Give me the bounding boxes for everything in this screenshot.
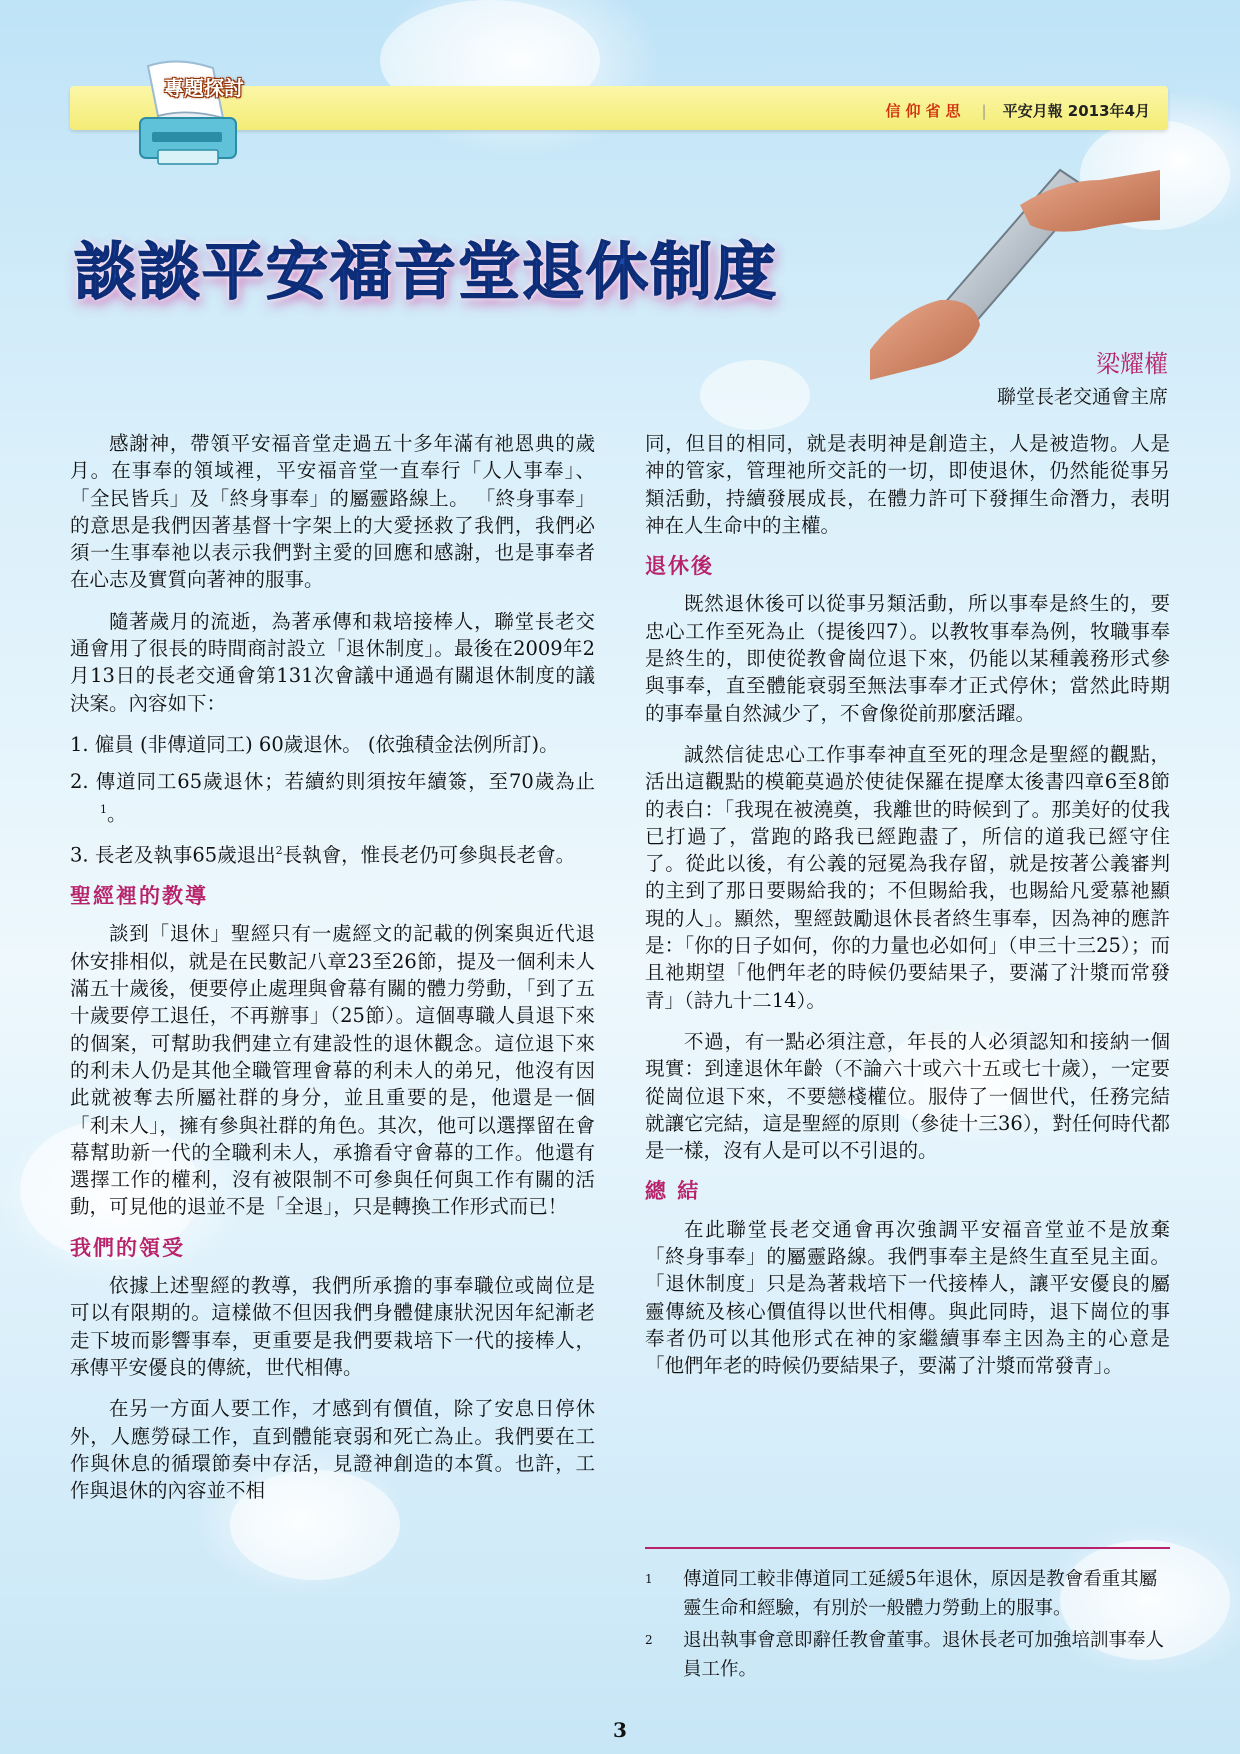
header-meta bbox=[886, 100, 1151, 121]
paragraph: 感謝神，帶領平安福音堂走過五十多年滿有祂恩典的歲月。在事奉的領域裡，平安福音堂一直奉行「人人事奉」、「全民皆兵」及「終身事奉」的屬靈路線上。 「終身事奉」的意思是我們因著基督十字架上的大愛拯救了我們，我們必須一生事奉祂以表示我們對主愛的回應和感謝，也是事奉者在心志及實質向著神的服事。 bbox=[70, 432, 595, 592]
footnote-number: 2 bbox=[645, 1633, 653, 1647]
list-text: 長老及執事65歲退出 bbox=[94, 843, 276, 867]
column-name: 信仰省思 bbox=[885, 102, 966, 120]
footnote-text: 退出執事會意即辭任教會董事。退休長老可加強培訓事奉人員工作。 bbox=[683, 1630, 1165, 1680]
paragraph: 依據上述聖經的教導，我們所承擔的事奉職位或崗位是可以有限期的。這樣做不但因我們身體健康狀況因年紀漸老走下坡而影響事奉，更重要是我們要栽培下一代的接棒人，承傳平安優良的傳統，世代相傳。 bbox=[70, 1274, 595, 1379]
list-text: 僱員 (非傳道同工) 60歲退休。 (依強積金法例所訂)。 bbox=[94, 732, 559, 756]
footnote-number: 1 bbox=[645, 1572, 653, 1586]
list-item bbox=[70, 768, 595, 827]
author-name: 梁耀權 bbox=[1096, 350, 1168, 378]
list-text-end: 。 bbox=[107, 802, 127, 826]
resolution-list bbox=[70, 731, 595, 869]
list-item bbox=[70, 731, 595, 758]
footnote-text: 傳道同工較非傳道同工延緩5年退休，原因是教會看重其屬靈生命和經驗，有別於一般體力勞動上的服事。 bbox=[683, 1569, 1158, 1619]
footnote-ref[interactable]: 1 bbox=[100, 802, 107, 816]
section-heading: 聖經裡的教導 bbox=[70, 884, 208, 909]
section-heading: 總 結 bbox=[645, 1179, 701, 1204]
article-right-column bbox=[645, 430, 1170, 1394]
paragraph: 隨著歲月的流逝，為著承傳和栽培接棒人，聯堂長老交通會用了很長的時間商討設立「退休制度」。最後在2009年2月13日的長老交通會第131次會議中通過有關退休制度的議決案。內容如下： bbox=[70, 609, 595, 715]
article-left-column bbox=[70, 430, 595, 1518]
section-heading: 我們的領受 bbox=[70, 1235, 185, 1260]
article-title: 談談平安福音堂退休制度 bbox=[74, 235, 779, 308]
footnote bbox=[645, 1565, 1170, 1623]
paragraph: 談到「退休」聖經只有一處經文的記載的例案與近代退休安排相似，就是在民數記八章23至26節，提及一個利未人滿五十歲後，便要停止處理與會幕有關的體力勞動，「到了五十歲要停工退任，不再辦事」（25節）。這個專職人員退下來的個案，可幫助我們建立有建設性的退休觀念。這位退下來的利未人仍是其他全職管理會幕的利未人的弟兄，他沒有因此就被奪去所屬社群的身分，並且重要的是，他還是一個「利未人」，擁有參與社群的角色。其次，他可以選擇留在會幕幫助新一代的全職利未人，承擔看守會幕的工作。他還有選擇工作的權利，沒有被限制不可參與任何與工作有關的活動，可見他的退並不是「全退」，只是轉換工作形式而已！ bbox=[70, 922, 595, 1219]
page-number: 3 bbox=[613, 1718, 627, 1742]
list-number: 2. bbox=[70, 770, 89, 794]
footnote bbox=[645, 1626, 1170, 1684]
list-number: 1. bbox=[70, 732, 89, 756]
list-number: 3. bbox=[70, 843, 89, 867]
list-item bbox=[70, 837, 595, 869]
author-role: 聯堂長老交通會主席 bbox=[996, 386, 1168, 408]
header-separator: | bbox=[981, 101, 987, 120]
list-text: 傳道同工65歲退休；若續約則須按年續簽，至70歲為止 bbox=[95, 770, 595, 794]
paragraph: 在另一方面人要工作，才感到有價值，除了安息日停休外，人應勞碌工作，直到體能衰弱和死亡為止。我們要在工作與休息的循環節奏中存活，見證神創造的本質。也許，工作與退休的內容並不相 bbox=[70, 1397, 595, 1503]
issue-date: 平安月報 2013年4月 bbox=[1002, 102, 1150, 120]
background-bubble bbox=[700, 360, 810, 430]
paragraph: 同，但目的相同，就是表明神是創造主，人是被造物。人是神的管家，管理祂所交託的一切，即使退休，仍然能從事另類活動，持續發展成長，在體力許可下發揮生命潛力，表明神在人生命中的主權。 bbox=[645, 432, 1170, 537]
paragraph: 在此聯堂長老交通會再次強調平安福音堂並不是放棄「終身事奉」的屬靈路線。我們事奉主是終生直至見主面。「退休制度」只是為著栽培下一代接棒人，讓平安優良的屬靈傳統及核心價值得以世代相傳。與此同時，退下崗位的事奉者仍可以其他形式在神的家繼續事奉主因為主的心意是「他們年老的時候仍要結果子，要滿了汁漿而常發青」。 bbox=[645, 1217, 1170, 1378]
footnote-ref[interactable]: 2 bbox=[275, 844, 283, 858]
paragraph: 既然退休後可以從事另類活動，所以事奉是終生的，要忠心工作至死為止（提後四7）。以教牧事奉為例，牧職事奉是終生的，即使從教會崗位退下來，仍能以某種義務形式參與事奉，直至體能衰弱至無法事奉才正式停休；當然此時期的事奉量自然減少了，不會像從前那麼活躍。 bbox=[645, 592, 1170, 725]
section-badge: 專題探討 bbox=[164, 76, 244, 100]
paragraph: 不過，有一點必須注意，年長的人必須認知和接納一個現實：到達退休年齡（不論六十或六十五或七十歲），一定要從崗位退下來，不要戀棧權位。服侍了一個世代，任務完結就讓它完結，這是聖經的原則（參徒十三36），對任何時代都是一樣，沒有人是可以不引退的。 bbox=[645, 1029, 1170, 1163]
footnote-divider bbox=[645, 1547, 1170, 1549]
section-heading: 退休後 bbox=[645, 554, 714, 579]
list-text-end: 長執會，惟長老仍可參與長老會。 bbox=[282, 843, 576, 867]
paragraph: 誠然信徒忠心工作事奉神直至死的理念是聖經的觀點，活出這觀點的模範莫過於使徒保羅在提摩太後書四章6至8節的表白：「我現在被澆奠，我離世的時候到了。那美好的仗我已打過了，當跑的路我已經跑盡了，所信的道我已經守住了。從此以後，有公義的冠冕為我存留，就是按著公義審判的主到了那日要賜給我的；不但賜給我，也賜給凡愛慕祂顯現的人」。顯然，聖經鼓勵退休長者終生事奉，因為神的應許是：「你的日子如何，你的力量也必如何」（申三十三25）；而且祂期望「他們年老的時候仍要結果子，要滿了汁漿而常發青」（詩九十二14）。 bbox=[645, 742, 1170, 1012]
